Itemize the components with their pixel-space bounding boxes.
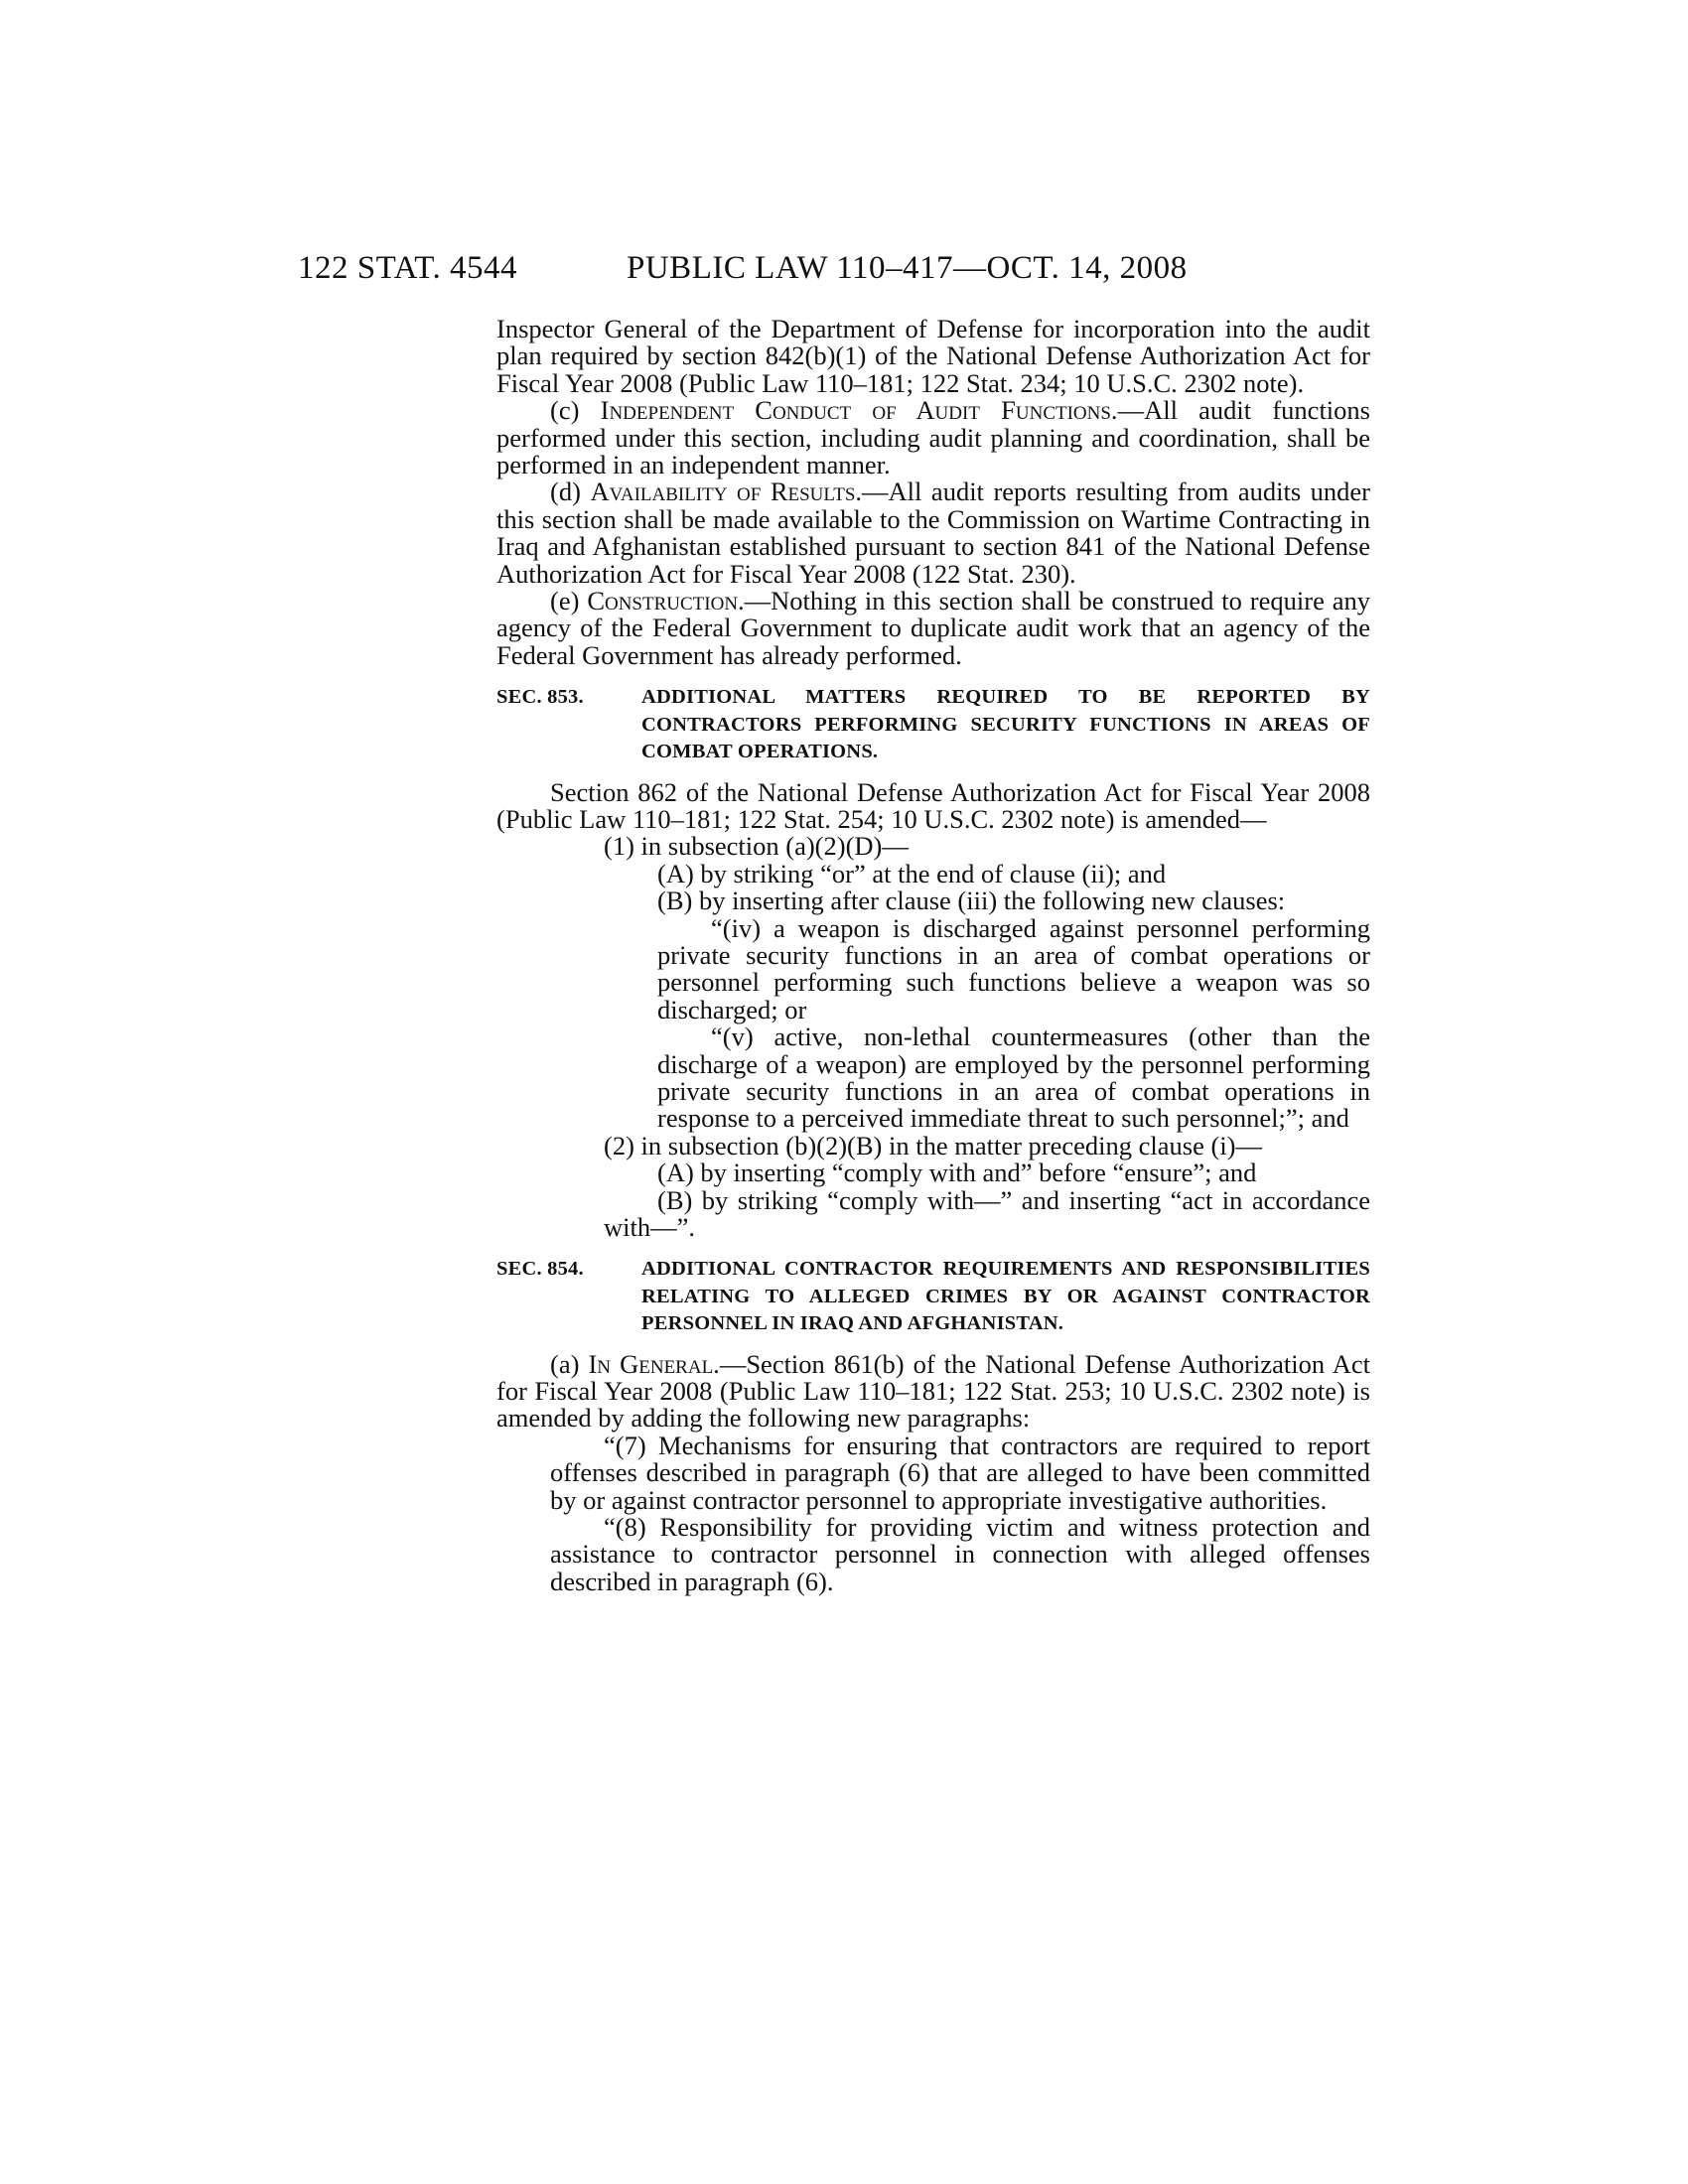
subsection-d-text: —All audit reports resulting from audits under this section shall be made available to the Commission on Wartime Contracting in Iraq and Afghanistan established pursuant to section 841 of the National Defense Authorization Act for Fiscal Year 2008 (122 Stat. 230). — [496, 477, 1371, 589]
section-854-paragraph-8: “(8) Responsibility for providing victim and witness protection and assistance to contractor personnel in connection with alleged offenses described in paragraph (6). — [550, 1512, 1370, 1596]
section-854-number: SEC. 854. — [496, 1258, 584, 1281]
subsection-c — [496, 397, 1370, 478]
subsection-d — [496, 478, 1370, 588]
subsection-d-label: (d) — [550, 477, 591, 507]
document-body — [496, 316, 1370, 1595]
section-854-heading — [496, 1256, 1370, 1337]
subsection-c-heading: Independent Conduct of Audit Functions. — [600, 395, 1118, 426]
subsection-a-label: (a) — [550, 1348, 589, 1379]
section-854-title: ADDITIONAL CONTRACTOR REQUIREMENTS AND RESPONSIBILITIES RELATING TO ALLEGED CRIMES BY OR AGAINST CONTRACTOR PERSONNEL IN IRAQ AND AFGHANISTAN. — [641, 1258, 1370, 1335]
section-853-paragraph-1: (1) in subsection (a)(2)(D)— — [604, 831, 909, 862]
subsection-e-label: (e) — [550, 586, 588, 616]
section-854-subsection-a — [496, 1348, 1370, 1433]
subsection-e-text: —Nothing in this section shall be construed to require any agency of the Federal Government to duplicate audit work that an agency of the Federal Government has already performed. — [496, 586, 1370, 670]
subsection-a-heading: In General. — [588, 1348, 720, 1379]
subsection-e — [496, 588, 1370, 669]
section-853-heading — [496, 684, 1370, 765]
section-853-paragraph-1A: (A) by striking “or” at the end of clause (ii); and — [657, 858, 1167, 888]
section-853-intro: Section 862 of the National Defense Authorization Act for Fiscal Year 2008 (Public Law 110–181; 122 Stat. 254; 10 U.S.C. 2302 note) is amended— — [496, 776, 1370, 834]
subsection-a-text: —Section 861(b) of the National Defense Authorization Act for Fiscal Year 2008 (Public Law 110–181; 122 Stat. 253; 10 U.S.C. 2302 note) is amended by adding the following new paragraphs: — [496, 1348, 1370, 1433]
paragraph-continuation: Inspector General of the Department of Defense for incorporation into the audit plan required by section 842(b)(1) of the National Defense Authorization Act for Fiscal Year 2008 (Public Law 110–181; 122 Stat. 234; 10 U.S.C. 2302 note). — [496, 314, 1370, 398]
statute-page-number: 122 STAT. 4544 — [298, 250, 518, 286]
section-853-paragraph-2A: (A) by inserting “comply with and” before “ensure”; and — [657, 1158, 1257, 1188]
section-853-clause-iv: “(iv) a weapon is discharged against personnel performing private security functions in an area of combat operations or personnel performing such functions believe a weapon was so discharged; or — [657, 912, 1370, 1024]
section-853-paragraph-2B: (B) by striking “comply with—” and inserting “act in accordance with—”. — [604, 1184, 1370, 1242]
subsection-d-heading: Availability of Results. — [590, 477, 863, 507]
subsection-c-label: (c) — [550, 395, 601, 426]
section-853-paragraph-2: (2) in subsection (b)(2)(B) in the matter preceding clause (i)— — [604, 1130, 1263, 1160]
section-854-paragraph-7: “(7) Mechanisms for ensuring that contractors are required to report offenses described in paragraph (6) that are alleged to have been committed by or against contractor personnel to appropriate investigative authorities. — [550, 1430, 1370, 1515]
section-853-clause-v: “(v) active, non-lethal countermeasures (other than the discharge of a weapon) are employed by the personnel performing private security functions in an area of combat operations in response to a perceived immediate threat to such personnel;”; and — [657, 1022, 1370, 1134]
subsection-e-heading: Construction. — [587, 586, 745, 616]
public-law-citation: PUBLIC LAW 110–417—OCT. 14, 2008 — [627, 250, 1188, 286]
running-header — [298, 246, 1370, 290]
section-853-number: SEC. 853. — [496, 686, 584, 709]
section-853-title: ADDITIONAL MATTERS REQUIRED TO BE REPORTED BY CONTRACTORS PERFORMING SECURITY FUNCTIONS IN AREAS OF COMBAT OPERATIONS. — [641, 686, 1370, 763]
subsection-c-text: —All audit functions performed under this section, including audit planning and coordination, shall be performed in an independent manner. — [496, 395, 1370, 480]
section-853-paragraph-1B: (B) by inserting after clause (iii) the following new clauses: — [657, 886, 1286, 916]
